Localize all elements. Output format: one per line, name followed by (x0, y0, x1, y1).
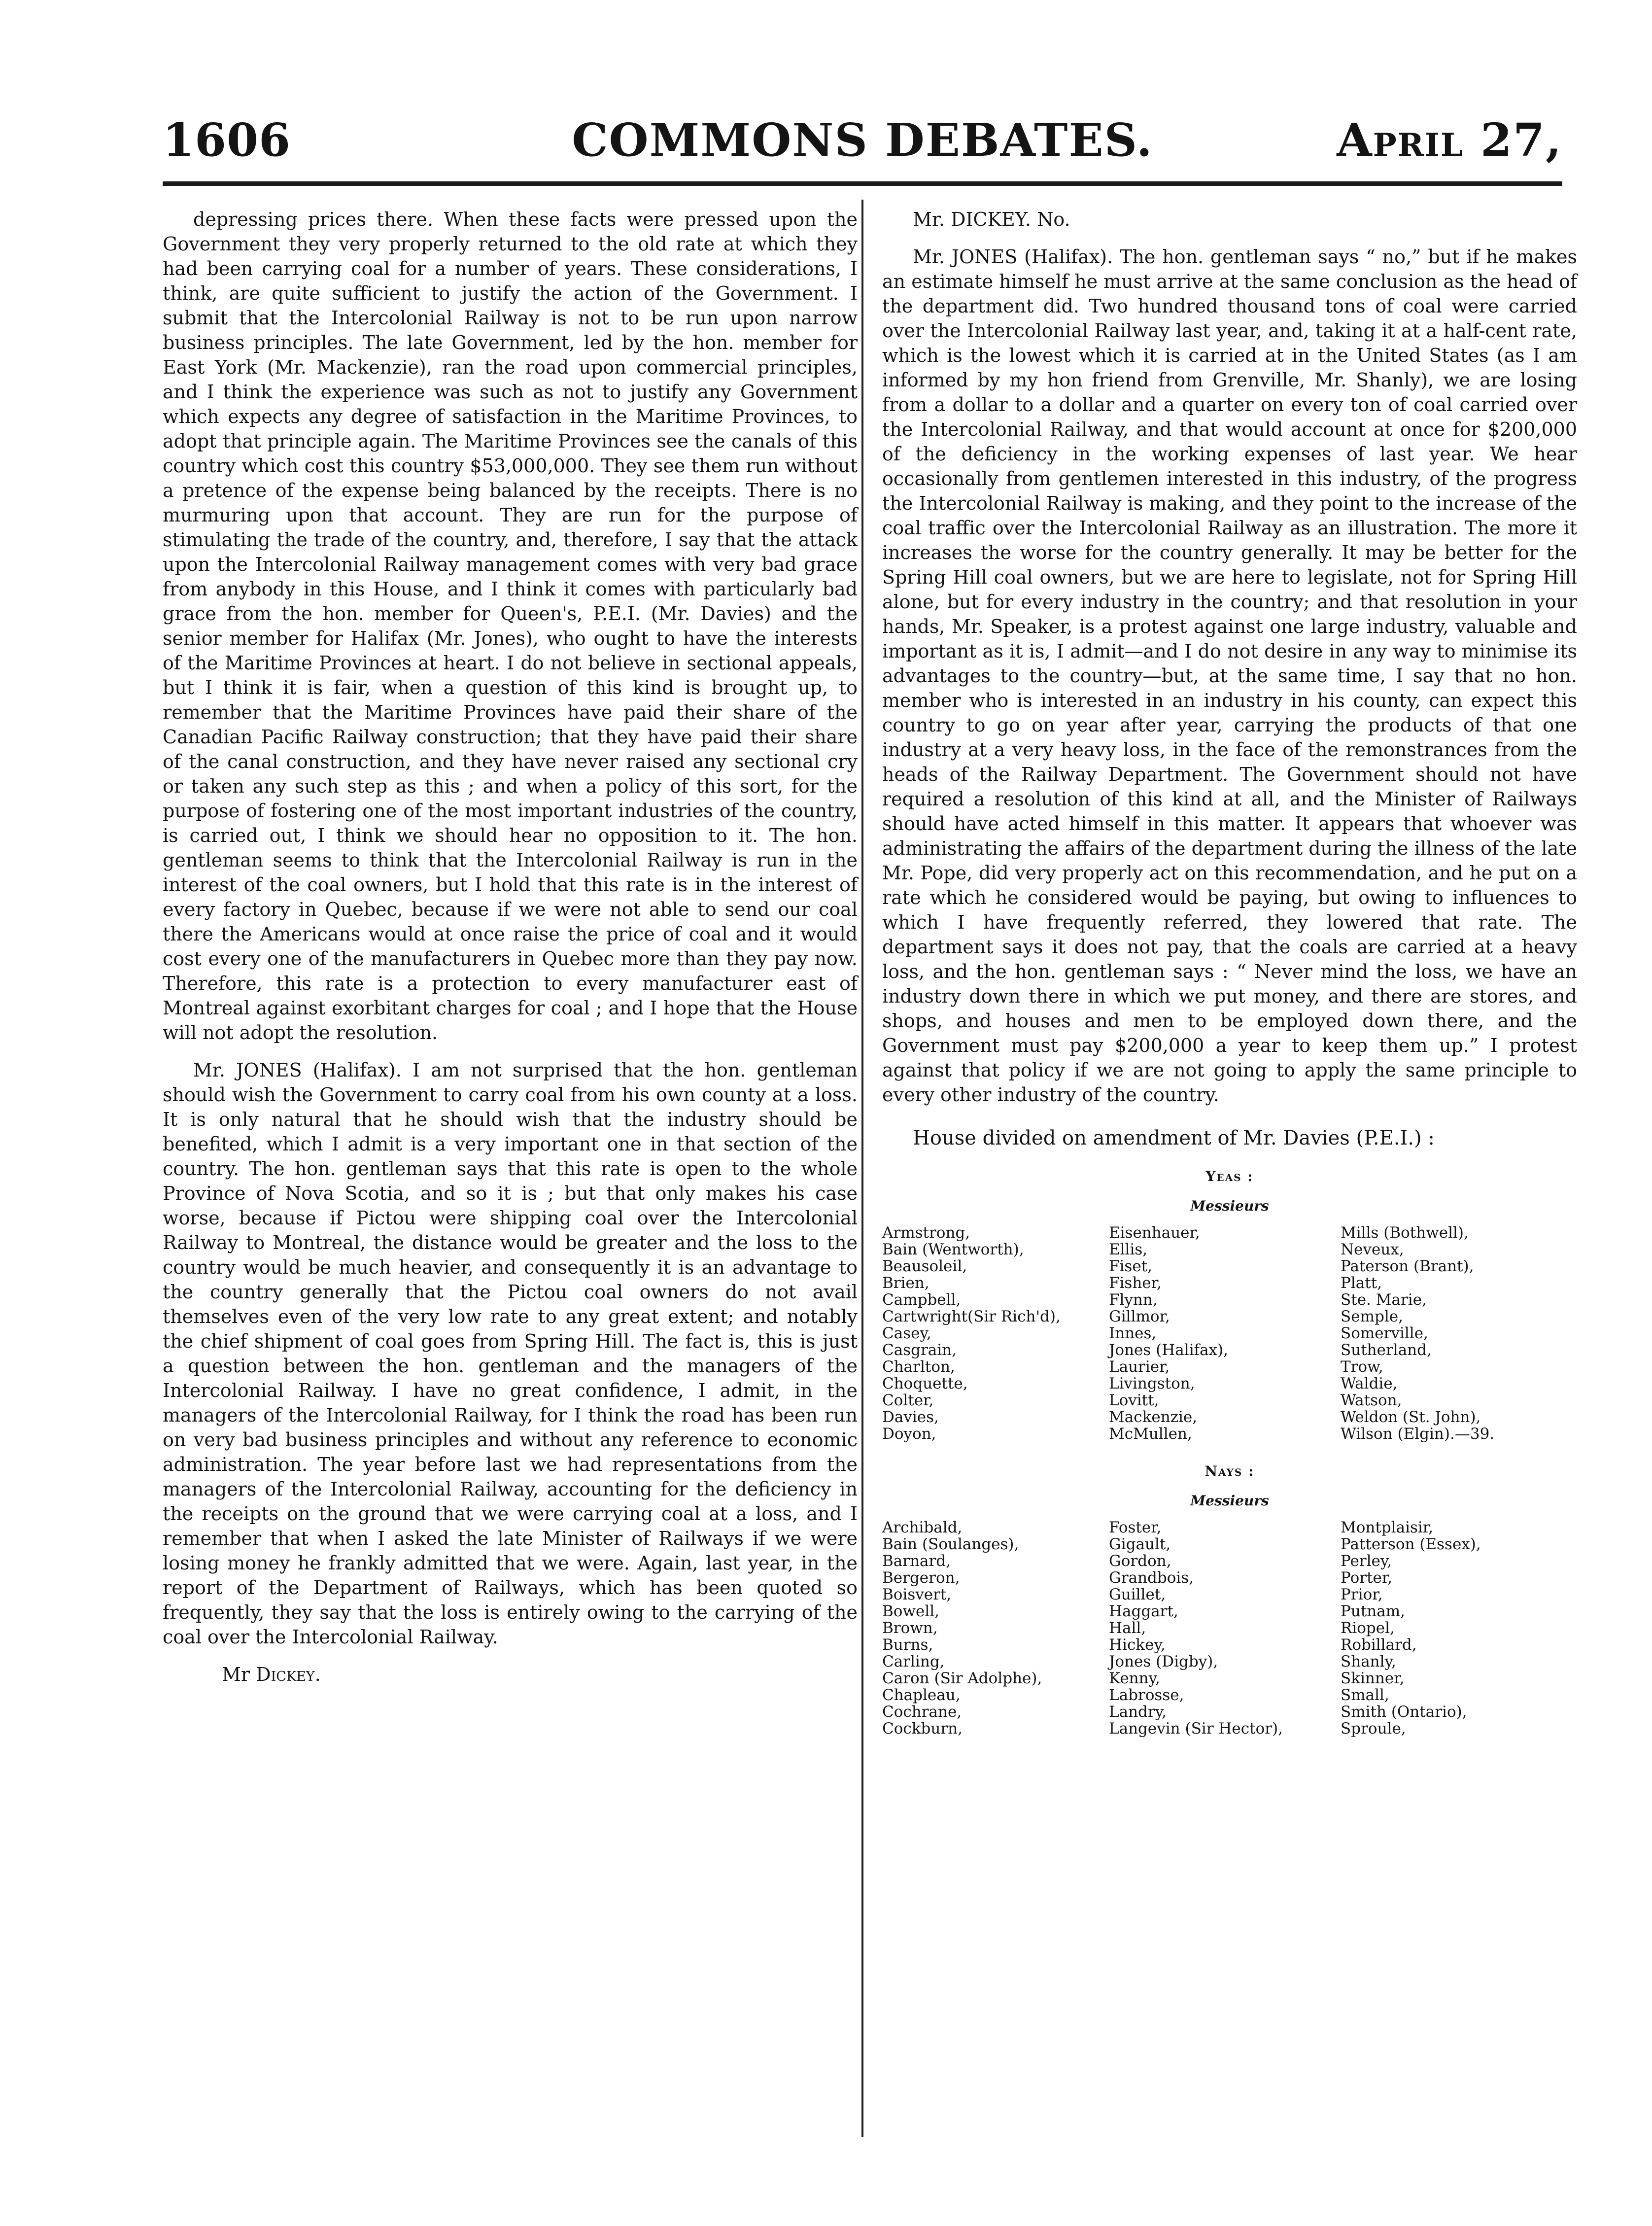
member-name: Barnard, (882, 1552, 951, 1570)
member-name: Perley, (1341, 1552, 1392, 1570)
header-rule (163, 181, 1562, 186)
member-name: Grandbois, (1109, 1569, 1194, 1587)
member-name: Cartwright(Sir Rich'd), (882, 1308, 1061, 1325)
nays-col-1 (882, 1519, 1109, 1737)
nays-messieurs: Messieurs (1190, 1493, 1269, 1509)
member-name: Bain (Soulanges), (882, 1535, 1019, 1553)
signoff-prefix: Mr (222, 1664, 250, 1685)
member-name: Jones (Halifax), (1109, 1341, 1228, 1359)
member-name: Cockburn, (882, 1720, 963, 1738)
member-name: Chapleau, (882, 1686, 961, 1704)
member-name: Eisenhauer, (1109, 1224, 1200, 1242)
member-name: Casgrain, (882, 1341, 957, 1359)
nays-list (882, 1519, 1577, 1737)
member-name: Brien, (882, 1274, 929, 1292)
member-name: Innes, (1109, 1324, 1157, 1342)
member-name: Boisvert, (882, 1586, 952, 1603)
member-name: Colter, (882, 1391, 934, 1409)
yeas-col-3 (1341, 1224, 1577, 1442)
member-name: Porter, (1341, 1569, 1393, 1587)
member-name: Kenny, (1109, 1670, 1160, 1687)
page-header (163, 113, 1562, 173)
member-name: Caron (Sir Adolphe), (882, 1670, 1042, 1687)
member-name: Lovitt, (1109, 1391, 1159, 1409)
member-name: Watson, (1341, 1391, 1402, 1409)
member-name: Fisher, (1109, 1274, 1162, 1292)
division-statement: House divided on amendment of Mr. Davies (P.E.I.) : (913, 1127, 1435, 1149)
member-name: Trow, (1341, 1358, 1383, 1376)
yeas-list (882, 1224, 1577, 1442)
member-name: Patterson (Essex), (1341, 1535, 1481, 1553)
member-name: Weldon (St. John), (1341, 1408, 1481, 1426)
member-name: Laurier, (1109, 1358, 1170, 1376)
member-name: Burns, (882, 1636, 933, 1654)
paragraph: Mr. JONES (Halifax). I am not surprised that the hon. gentleman should wish the Government to carry coal from his own county at a loss. It is only natural that he should wish that the industry should be benefited, which I admit is a very important one in that section of the country. The hon. gentleman says that this rate is open to the whole Province of Nova Scotia, and so it is ; but that only makes his case worse, because if Pictou were shipping coal over the Intercolonial Railway to Montreal, the distance would be greater and the loss to the country would be much heavier, and consequently it is an advantage to the country generally that the Pictou coal owners do not avail themselves even of the very low rate to any great extent; and notably the chief shipment of coal goes from Spring Hill. The fact is, this is just a question between the hon. gentleman and the managers of the Intercolonial Railway. I have no great confidence, I admit, in the managers of the Intercolonial Railway, for I think the road has been run on very bad business principles and without any reference to economic administration. The year before last we had representations from the managers of the Intercolonial Railway, accounting for the deficiency in the receipts on the ground that we were carrying coal at a loss, and I remember that when I asked the late Minister of Railways if we were losing money he frankly admitted that we were. Again, last year, in the report of the Department of Railways, which has been quoted so frequently, they say that the loss is entirely owing to the carrying of the coal over the Intercolonial Railway. (163, 1059, 858, 1648)
paragraph: depressing prices there. When these facts were pressed upon the Government they very properly returned to the old rate at which they had been carrying coal for a number of years. These considerations, I think, are quite sufficient to justify the action of the Government. I submit that the Intercolonial Railway is not to be run upon narrow business principles. The late Government, led by the hon. member for East York (Mr. Mackenzie), ran the road upon commercial principles, and I think the experience was such as not to justify any Government which expects any degree of satisfaction in the Maritime Provinces, to adopt that principle again. The Maritime Provinces see the canals of this country which cost this country $53,000,000. They see them run without a pretence of the expense being balanced by the receipts. There is no murmuring upon that account. They are run for the purpose of stimulating the trade of the country, and, therefore, I say that the attack upon the Intercolonial Railway management comes with very bad grace from anybody in this House, and I think it comes with particularly bad grace from the hon. member for Queen's, P.E.I. (Mr. Davies) and the senior member for Halifax (Mr. Jones), who ought to have the interests of the Maritime Provinces at heart. I do not believe in sectional appeals, but I think it is fair, when a question of this kind is brought up, to remember that the Maritime Provinces have paid their share of the Canadian Pacific Railway construction; that they have paid their share of the canal construction, and they have never raised any sectional cry or taken any such step as this ; and when a policy of this sort, for the purpose of fostering one of the most important industries of the country, is carried out, I think we should hear no opposition to it. The hon. gentleman seems to think that the Intercolonial Railway is run in the interest of the coal owners, but I hold that this rate is in the interest of every factory in Quebec, because if we were not able to send our coal there the Americans would at once raise the price of coal and it would cost every one of the manufacturers in Quebec more than they pay now. Therefore, this rate is a protection to every manufacturer east of Montreal against exorbitant charges for coal ; and I hope that the House will not adopt the resolution. (163, 209, 858, 1043)
member-name: Hall, (1109, 1619, 1146, 1637)
signoff-name: Dickey. (256, 1664, 321, 1685)
member-name: Ellis, (1109, 1241, 1148, 1258)
member-name: Cochrane, (882, 1703, 962, 1721)
page-title: COMMONS DEBATES. (572, 113, 1153, 167)
member-name: Charlton, (882, 1358, 955, 1376)
member-name: Haggart, (1109, 1602, 1178, 1620)
member-name: Platt, (1341, 1274, 1382, 1292)
member-name: Ste. Marie, (1341, 1291, 1427, 1309)
member-name: Bain (Wentworth), (882, 1241, 1024, 1258)
member-name: Gillmor, (1109, 1308, 1170, 1325)
member-name: Foster, (1109, 1519, 1162, 1536)
nays-heading: Nays : (1205, 1463, 1255, 1479)
member-name: Carling, (882, 1653, 945, 1670)
member-name: Langevin (Sir Hector), (1109, 1720, 1283, 1738)
nays-col-2 (1109, 1519, 1341, 1737)
member-name: Sutherland, (1341, 1341, 1432, 1359)
member-name: Archibald, (882, 1519, 963, 1536)
member-name: Smith (Ontario), (1341, 1703, 1467, 1721)
member-name: Gordon, (1109, 1552, 1171, 1570)
member-name: Montplaisir, (1341, 1519, 1434, 1536)
member-name: Flynn, (1109, 1291, 1158, 1309)
member-name: Shanly, (1341, 1653, 1396, 1670)
nays-col-3 (1341, 1519, 1577, 1737)
signoff (163, 1662, 858, 1687)
member-name: Mills (Bothwell), (1341, 1224, 1469, 1242)
member-name: Casey, (882, 1324, 931, 1342)
yeas-heading: Yeas : (1205, 1168, 1254, 1184)
member-name: Doyon, (882, 1425, 936, 1443)
yeas-messieurs: Messieurs (1190, 1198, 1269, 1214)
page-date: April 27, (1337, 113, 1562, 167)
member-name: Beausoleil, (882, 1257, 967, 1275)
left-column (163, 207, 858, 1687)
right-column (882, 207, 1577, 1737)
member-name: Somerville, (1341, 1324, 1428, 1342)
member-name: Jones (Digby), (1109, 1653, 1218, 1670)
member-name: Brown, (882, 1619, 938, 1637)
member-name: Paterson (Brant), (1341, 1257, 1474, 1275)
member-name: Guillet, (1109, 1586, 1166, 1603)
column-divider (861, 200, 863, 2137)
member-name: Riopel, (1341, 1619, 1395, 1637)
member-name: Small, (1341, 1686, 1389, 1704)
member-name: Skinner, (1341, 1670, 1405, 1687)
member-name: McMullen, (1109, 1425, 1192, 1443)
paragraph: Mr. DICKEY. No. (913, 209, 1070, 230)
paragraph: Mr. JONES (Halifax). The hon. gentleman says “ no,” but if he makes an estimate himself he must arrive at the same conclusion as the head of the department did. Two hundred thousand tons of coal were carried over the Intercolonial Railway last year, and, taking it at a half-cent rate, which is the lowest which it is carried at in the United States (as I am informed by my hon friend from Grenville, Mr. Shanly), we are losing from a dollar to a dollar and a quarter on every ton of coal carried over the Intercolonial Railway, and that would account at once for $200,000 of the deficiency in the working expenses of last year. We hear occasionally from gentlemen interested in this industry, of the progress the Intercolonial Railway is making, and they point to the increase of the coal traffic over the Intercolonial Railway as an illustration. The more it increases the worse for the country generally. It may be better for the Spring Hill coal owners, but we are here to legislate, not for Spring Hill alone, but for every industry in the country; and that resolution in your hands, Mr. Speaker, is a protest against one large industry, valuable and important as it is, I admit—and I do not desire in any way to minimise its advantages to the country—but, at the same time, I say that no hon. member who is interested in an industry in his county, can expect this country to go on year after year, carrying the products of that one industry at a very heavy loss, in the face of the remonstrances from the heads of the Railway Department. The Government should not have required a resolution of this kind at all, and the Minister of Railways should have acted himself in this matter. It appears that whoever was administrating the affairs of the department during the illness of the late Mr. Pope, did very properly act on this recommendation, and he put on a rate which he considered would be paying, but owing to influences to which I have frequently referred, they lowered that rate. The department says it does not pay, that the coals are carried at a heavy loss, and the hon. gentleman says : “ Never mind the loss, we have an industry down there in which we put money, and there are stores, and shops, and houses and men to be employed down there, and the Government must pay $200,000 a year to keep them up.” I protest against that policy if we are not going to apply the same principle to every other industry of the country. (882, 246, 1577, 1106)
member-name: Semple, (1341, 1308, 1403, 1325)
member-name: Waldie, (1341, 1375, 1398, 1392)
member-name: Gigault, (1109, 1535, 1171, 1553)
yeas-col-2 (1109, 1224, 1341, 1442)
member-name: Bergeron, (882, 1569, 960, 1587)
member-name: Prior, (1341, 1586, 1383, 1603)
yeas-col-1 (882, 1224, 1109, 1442)
member-name: Livingston, (1109, 1375, 1195, 1392)
member-name: Labrosse, (1109, 1686, 1184, 1704)
member-name: Putnam, (1341, 1602, 1405, 1620)
member-name: Davies, (882, 1408, 939, 1426)
member-name: Wilson (Elgin).—39. (1341, 1425, 1495, 1443)
member-name: Robillard, (1341, 1636, 1417, 1654)
member-name: Bowell, (882, 1602, 940, 1620)
page-number: 1606 (163, 113, 291, 167)
member-name: Choquette, (882, 1375, 968, 1392)
member-name: Armstrong, (882, 1224, 970, 1242)
member-name: Campbell, (882, 1291, 961, 1309)
member-name: Neveux, (1341, 1241, 1404, 1258)
member-name: Fiset, (1109, 1257, 1152, 1275)
member-name: Sproule, (1341, 1720, 1406, 1738)
member-name: Hickey, (1109, 1636, 1166, 1654)
member-name: Landry, (1109, 1703, 1167, 1721)
member-name: Mackenzie, (1109, 1408, 1198, 1426)
